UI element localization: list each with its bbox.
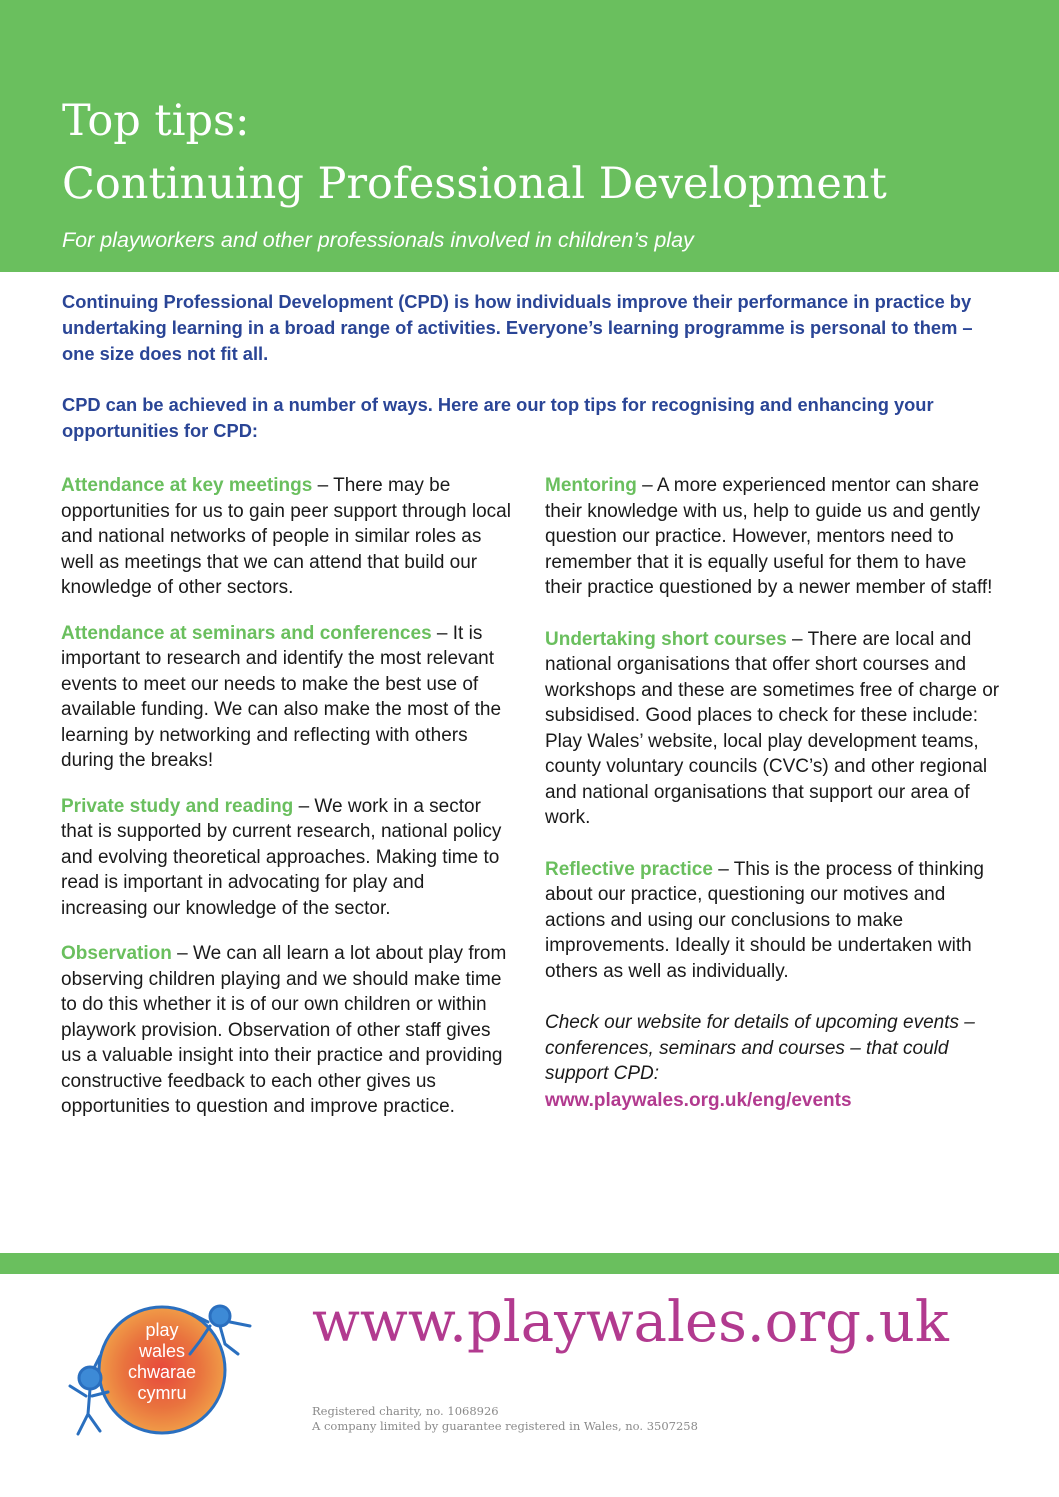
tip-heading: Undertaking short courses	[545, 628, 787, 650]
tip-text: – We work in a sector that is supported by current research, national policy and evolving theoretical approaches. Making time to read is important in advocating for play and increasing our knowledge of the sector.	[61, 795, 502, 919]
tip-heading: Observation	[61, 943, 172, 964]
company-number: A company limited by guarantee registered in Wales, no. 3507258	[312, 1419, 698, 1433]
tip-mentoring	[545, 473, 1005, 601]
tip-text: – A more experienced mentor can share their knowledge with us, help to guide us and gently question our practice. However, mentors need to remember that it is equally useful for them to have their practice questioned by a newer member of staff!	[545, 475, 993, 598]
tip-heading: Attendance at key meetings	[61, 475, 313, 496]
tip-private-study	[61, 794, 513, 922]
events-link[interactable]: www.playwales.org.uk/eng/events	[545, 1089, 852, 1111]
tip-key-meetings	[61, 473, 513, 601]
tip-short-courses	[545, 627, 1005, 831]
play-wales-logo	[60, 1296, 270, 1446]
footer-divider-band	[0, 1253, 1059, 1274]
tip-text: – This is the process of thinking about our practice, questioning our motives and actions and using our conclusions to make improvements. Ideally it should be undertaken with others as well as individually.	[545, 858, 984, 982]
tip-heading: Reflective practice	[545, 858, 713, 880]
right-column	[545, 473, 1005, 1113]
tip-seminars-conferences	[61, 621, 513, 774]
logo-word-1: play	[145, 1320, 179, 1340]
tip-text: – There are local and national organisations that offer short courses and workshops and these are sometimes free of charge or subsidised. Good places to check for these include: Play Wales’ website, local play development teams, county voluntary councils (CVC’s) and other regional and national organisations that support our area of work.	[545, 628, 1000, 828]
logo-word-2: wales	[138, 1341, 186, 1361]
left-column	[61, 473, 513, 1140]
tip-observation	[61, 941, 513, 1120]
tip-text: – It is important to research and identify the most relevant events to meet our needs to make the best use of available funding. We can also make the most of the learning by networking and reflecting with others during the breaks!	[61, 622, 502, 771]
footer-website[interactable]: www.playwales.org.uk	[312, 1290, 949, 1355]
intro-paragraph-2: CPD can be achieved in a number of ways. Here are our top tips for recognising and enhancing your opportunities for CPD:	[62, 394, 934, 441]
logo-word-3: chwarae	[127, 1362, 197, 1382]
tip-reflective-practice	[545, 857, 1005, 985]
events-callout-text: Check our website for details of upcoming events – conferences, seminars and courses – that could support CPD:	[545, 1012, 975, 1084]
tip-heading: Attendance at seminars and conferences	[61, 622, 432, 644]
tip-heading: Private study and reading	[61, 795, 294, 817]
tip-heading: Mentoring	[545, 475, 637, 496]
legal-info	[312, 1404, 698, 1434]
tip-text: – We can all learn a lot about play from observing children playing and we should make time to do this whether it is of our own children or within playwork provision. Observation of other staff gives us a valuable insight into their practice and providing constructive feedback to each other gives us opportunities to question and improve practice.	[61, 943, 507, 1117]
page-subtitle: For playworkers and other professionals involved in children’s play	[62, 228, 694, 252]
intro-paragraph-1: Continuing Professional Development (CPD) is how individuals improve their performance in practice by undertaking learning in a broad range of activities. Everyone’s learning programme is personal to them – one size does not fit all.	[62, 291, 973, 364]
charity-number: Registered charity, no. 1068926	[312, 1404, 499, 1418]
tip-text: – There may be opportunities for us to gain peer support through local and national networks of people in similar roles as well as meetings that we can attend that build our knowledge of other sectors.	[61, 475, 511, 598]
events-callout	[545, 1010, 1005, 1113]
page-title-line1: Top tips:	[62, 96, 250, 146]
logo-word-4: cymru	[137, 1383, 187, 1403]
header-banner	[0, 0, 1059, 272]
page-title-line2: Continuing Professional Development	[62, 159, 887, 209]
